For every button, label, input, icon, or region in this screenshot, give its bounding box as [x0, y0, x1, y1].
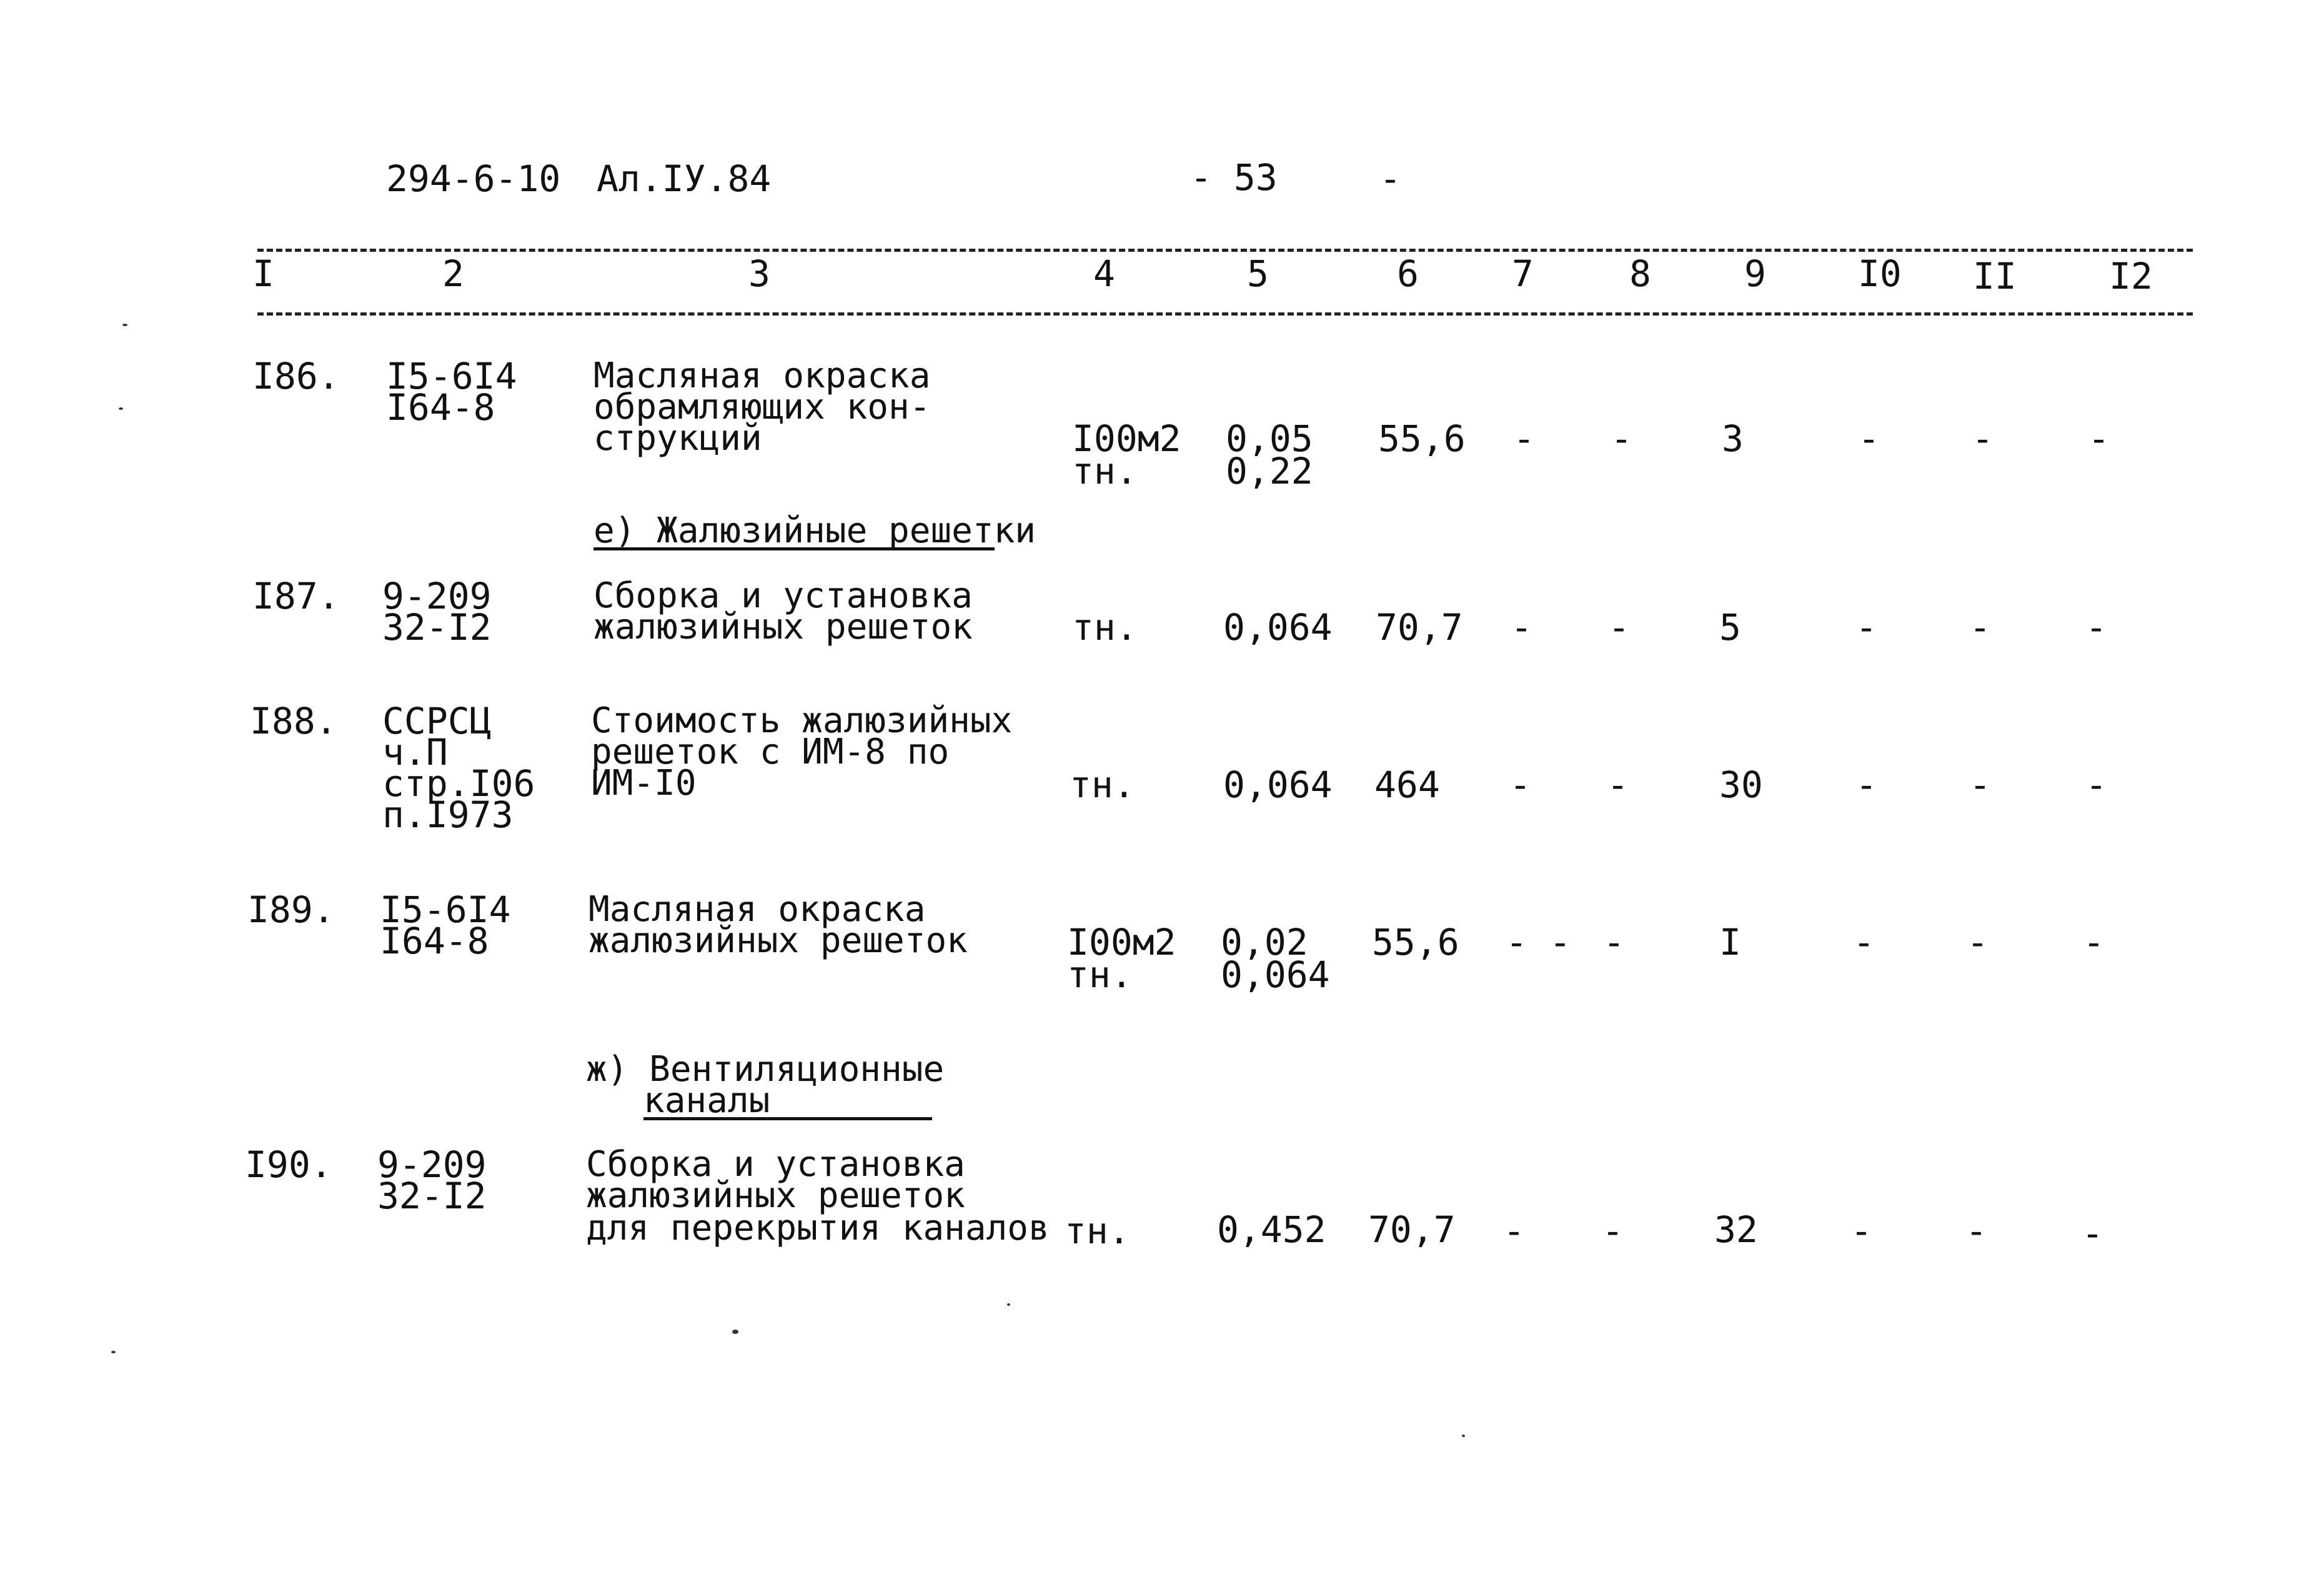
- column-header-6: 6: [1397, 252, 1419, 295]
- table-header-rule: [257, 312, 2193, 316]
- cost-column-6: 70,7: [1376, 606, 1463, 649]
- scan-speck: [119, 407, 123, 410]
- quantity: 0,452: [1217, 1208, 1326, 1251]
- column-header-12: I2: [2109, 255, 2153, 297]
- work-description: Сборка и установка: [586, 1144, 965, 1185]
- cost-column-6: 55,6: [1378, 417, 1466, 460]
- column-header-1: I: [252, 252, 274, 295]
- cost-column-9: 32: [1714, 1208, 1758, 1251]
- section-heading: ж) Вентиляционные: [586, 1049, 945, 1090]
- column-header-5: 5: [1247, 252, 1269, 295]
- cost-column-8: -: [1602, 1210, 1624, 1252]
- quantity: 0,02: [1221, 921, 1308, 963]
- column-header-11: II: [1973, 255, 2017, 297]
- table-top-rule: [257, 249, 2193, 252]
- work-description: жалюзийных решеток: [588, 920, 968, 961]
- cost-column-11: -: [1972, 417, 1994, 460]
- quantity: 0,064: [1223, 606, 1333, 649]
- norm-code: I5-6I4: [386, 355, 517, 397]
- work-description: жалюзийных решеток: [593, 607, 973, 647]
- document-code: 294-6-10: [386, 157, 561, 200]
- norm-code: стр.I06: [382, 762, 535, 805]
- cost-column-10: -: [1858, 417, 1880, 460]
- cost-column-12: -: [2088, 417, 2110, 460]
- unit: тн.: [1067, 953, 1133, 996]
- work-description: Масляная окраска: [588, 889, 926, 930]
- norm-code: ч.П: [382, 731, 448, 774]
- work-description: Сборка и установка: [593, 575, 973, 616]
- row-number: I89.: [247, 888, 335, 931]
- cost-column-12: -: [2083, 921, 2105, 963]
- norm-code: 9-209: [382, 575, 492, 617]
- cost-column-7: -: [1511, 606, 1532, 649]
- cost-column-12: -: [2082, 1212, 2103, 1255]
- norm-code: 32-I2: [377, 1175, 487, 1217]
- column-header-9: 9: [1744, 252, 1766, 295]
- page-number-trail: -: [1379, 157, 1401, 200]
- cost-column-10: -: [1853, 921, 1875, 963]
- unit: тн.: [1070, 764, 1135, 806]
- quantity: 0,05: [1226, 417, 1313, 460]
- unit: тн.: [1065, 1210, 1130, 1252]
- row-number: I86.: [252, 355, 340, 397]
- cost-column-12: -: [2085, 606, 2107, 649]
- norm-code: ССРСЦ: [382, 700, 492, 742]
- work-description: обрамляющих кон-: [593, 387, 931, 427]
- cost-column-8: -: [1608, 606, 1630, 649]
- row-number: I87.: [252, 575, 340, 617]
- cost-column-11: -: [1965, 1210, 1987, 1252]
- cost-column-9: 3: [1722, 417, 1744, 460]
- cost-column-9: 5: [1719, 606, 1741, 649]
- column-header-2: 2: [442, 252, 464, 295]
- scan-speck: [1462, 1435, 1465, 1437]
- cost-column-7: -: [1513, 417, 1535, 460]
- column-header-7: 7: [1512, 252, 1534, 295]
- cost-column-6: 70,7: [1368, 1208, 1456, 1251]
- work-description: Масляная окраска: [593, 356, 931, 396]
- unit: тн.: [1072, 450, 1138, 492]
- scan-speck: [122, 324, 127, 326]
- cost-column-7: -: [1509, 764, 1531, 806]
- cost-column-8: -: [1607, 764, 1629, 806]
- work-description: жалюзийных решеток: [586, 1175, 965, 1216]
- column-header-10: I0: [1858, 252, 1902, 295]
- section-heading: каналы: [643, 1080, 770, 1121]
- cost-column-6: 55,6: [1372, 921, 1459, 963]
- album-reference: Ал.IУ.84: [597, 157, 772, 200]
- scan-speck: [1007, 1303, 1010, 1306]
- cost-column-8: -: [1603, 921, 1625, 963]
- work-description: решеток с ИМ-8 по: [591, 732, 950, 772]
- norm-code: п.I973: [382, 794, 514, 836]
- quantity: 0,22: [1226, 450, 1313, 492]
- work-description: для перекрытия каналов: [586, 1208, 1050, 1248]
- cost-column-12: -: [2085, 764, 2107, 806]
- work-description: струкций: [593, 418, 762, 459]
- cost-column-6: 464: [1374, 764, 1440, 806]
- unit: тн.: [1072, 606, 1138, 649]
- column-header-3: 3: [748, 252, 770, 295]
- row-number: I88.: [250, 700, 337, 742]
- norm-code: 9-209: [377, 1143, 487, 1186]
- norm-code: I64-8: [380, 920, 489, 962]
- column-header-8: 8: [1629, 252, 1651, 295]
- cost-column-11: -: [1969, 606, 1991, 649]
- norm-code: I5-6I4: [380, 888, 511, 931]
- section-heading-underline: [593, 547, 995, 550]
- section-heading: е) Жалюзийные решетки: [593, 510, 1036, 551]
- cost-column-11: -: [1969, 764, 1991, 806]
- cost-column-9: I: [1719, 921, 1741, 963]
- cost-column-8: -: [1611, 417, 1632, 460]
- cost-column-11: -: [1967, 921, 1989, 963]
- unit: I00м2: [1072, 417, 1181, 460]
- quantity: 0,064: [1221, 953, 1330, 996]
- cost-column-9: 30: [1719, 764, 1763, 806]
- section-heading-underline: [643, 1117, 932, 1120]
- cost-column-10: -: [1850, 1210, 1872, 1252]
- norm-code: I64-8: [386, 386, 495, 429]
- scan-speck: [111, 1351, 116, 1353]
- page-number: - 53: [1190, 156, 1278, 199]
- column-header-4: 4: [1093, 252, 1115, 295]
- work-description: ИМ-I0: [591, 763, 697, 803]
- unit: I00м2: [1067, 921, 1176, 963]
- row-number: I90.: [245, 1143, 332, 1186]
- norm-code: 32-I2: [382, 606, 492, 649]
- cost-column-10: -: [1855, 764, 1877, 806]
- work-description: Стоимость жалюзийных: [591, 700, 1013, 741]
- cost-column-10: -: [1855, 606, 1877, 649]
- cost-column-7: - -: [1506, 921, 1571, 963]
- cost-column-7: -: [1503, 1210, 1525, 1252]
- scan-speck: [732, 1330, 738, 1334]
- quantity: 0,064: [1223, 764, 1333, 806]
